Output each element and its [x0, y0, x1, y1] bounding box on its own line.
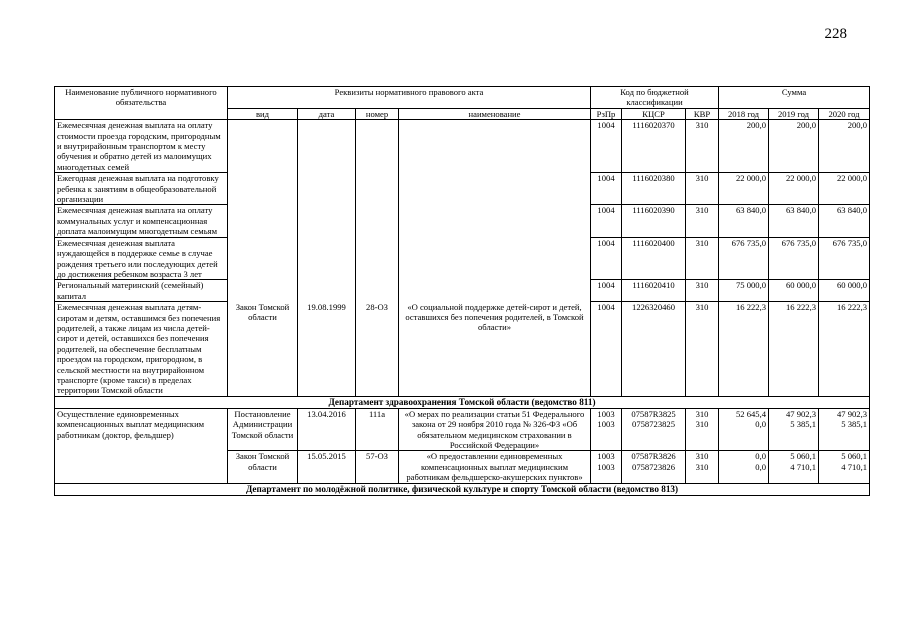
act-title: «О мерах по реализации статьи 51 Федерального закона от 29 ноября 2010 года № 326-ФЗ «Об обязательном медицинском страховании в Российской Федерации»	[399, 408, 591, 451]
line-2020: 4 710,1	[841, 461, 868, 472]
table-row	[55, 302, 870, 397]
row-kvr: 310	[686, 302, 719, 397]
row-name: Ежемесячная денежная выплата на оплату стоимости проезда городским, пригородным и внутрирайонным транспортом к месту обучения и обратно детей из малоимущих многодетных семей	[55, 120, 228, 173]
line-2018: 0,0	[755, 461, 767, 472]
row-2020: 63 840,0	[819, 205, 870, 237]
line-2019: 47 902,3	[785, 408, 817, 419]
act-number: 57-ОЗ	[356, 451, 399, 483]
header-name: Наименование публичного нормативного обязательства	[55, 87, 228, 120]
row-kvr: 310	[686, 237, 719, 280]
subheader-2018: 2018 год	[719, 108, 769, 119]
line-kcsr: 07587R3826	[631, 451, 676, 462]
row-rzpr: 1004	[591, 205, 622, 237]
row-rzpr	[591, 451, 622, 483]
row-kcsr	[622, 408, 686, 451]
row-kvr: 310	[686, 280, 719, 302]
header-row	[55, 87, 870, 109]
row-2018: 676 735,0	[719, 237, 769, 280]
row-kvr	[686, 408, 719, 451]
row-2019: 22 000,0	[769, 173, 819, 205]
row-2019: 60 000,0	[769, 280, 819, 302]
page-number: 228	[824, 26, 847, 42]
act-vid: Закон Томской области	[228, 302, 298, 397]
row-rzpr: 1004	[591, 280, 622, 302]
line-2020: 47 902,3	[836, 408, 868, 419]
row-2019: 63 840,0	[769, 205, 819, 237]
line-2020: 5 060,1	[841, 451, 868, 462]
row-rzpr: 1004	[591, 120, 622, 173]
department-heading: Департамент здравоохранения Томской области (ведомство 811)	[55, 396, 870, 408]
row-2019: 200,0	[769, 120, 819, 173]
row-2020	[819, 408, 870, 451]
line-kvr: 310	[695, 408, 709, 419]
row-2018: 75 000,0	[719, 280, 769, 302]
row-2020: 60 000,0	[819, 280, 870, 302]
row-2020: 22 000,0	[819, 173, 870, 205]
act-vid: Закон Томской области	[228, 451, 298, 483]
act-title: «О предоставлении единовременных компенсационных выплат медицинским работникам фельдшерско-акушерских пунктов»	[399, 451, 591, 483]
subheader-date: дата	[298, 108, 356, 119]
row-kcsr: 1116020370	[622, 120, 686, 173]
line-kcsr: 0758723825	[632, 419, 675, 430]
row-kcsr: 1116020380	[622, 173, 686, 205]
row-rzpr	[591, 408, 622, 451]
row-rzpr: 1004	[591, 173, 622, 205]
row-2018	[719, 451, 769, 483]
subheader-2019: 2019 год	[769, 108, 819, 119]
line-kvr: 310	[695, 451, 709, 462]
line-kvr: 310	[695, 461, 709, 472]
department-heading: Департамент по молодёжной политике, физической культуре и спорту Томской области (ведомство 813)	[55, 483, 870, 495]
act-vid: Постановление Администрации Томской области	[228, 408, 298, 451]
line-2019: 5 385,1	[790, 419, 817, 430]
table-row	[55, 408, 870, 451]
line-kcsr: 0758723826	[632, 461, 675, 472]
header-code: Код по бюджетной классификации	[591, 87, 719, 109]
act-date: 19.08.1999	[298, 302, 356, 397]
department-row	[55, 483, 870, 495]
subheader-kcsr: КЦСР	[622, 108, 686, 119]
row-kvr	[686, 451, 719, 483]
row-name: Ежегодная денежная выплата на подготовку ребенка к занятиям в общеобразовательной организации	[55, 173, 228, 205]
subheader-rzpr: РзПр	[591, 108, 622, 119]
row-kcsr: 1226320460	[622, 302, 686, 397]
row-2018: 200,0	[719, 120, 769, 173]
line-2019: 5 060,1	[790, 451, 817, 462]
row-kvr: 310	[686, 173, 719, 205]
act-number: 111а	[356, 408, 399, 451]
line-kvr: 310	[695, 419, 709, 430]
act-date-empty	[298, 120, 356, 302]
subheader-title: наименование	[399, 108, 591, 119]
department-row	[55, 396, 870, 408]
line-2018: 0,0	[755, 451, 767, 462]
subheader-kvr: КВР	[686, 108, 719, 119]
row-name: Ежемесячная денежная выплата детям-сиротам и детям, оставшимся без попечения родителей, а также лицам из числа детей-сирот и детей, оставшихся без попечения родителей, на обеспечение бесплатным проездом на городском, пригородном, в сельской местности на внутрирайонном транспорте (кроме такси) в пределах территории Томской области	[55, 302, 228, 397]
act-number-empty	[356, 120, 399, 302]
row-name: Ежемесячная денежная выплата нуждающейся в поддержке семье в случае рождения третьего или последующих детей до достижения ребенком возраста 3 лет	[55, 237, 228, 280]
row-kcsr	[622, 451, 686, 483]
row-2018: 22 000,0	[719, 173, 769, 205]
header-sum: Сумма	[719, 87, 870, 109]
row-2020	[819, 451, 870, 483]
act-title-empty	[399, 120, 591, 302]
line-kcsr: 07587R3825	[631, 408, 676, 419]
row-2020: 200,0	[819, 120, 870, 173]
line-rzpr: 1003	[597, 461, 615, 472]
row-kvr: 310	[686, 120, 719, 173]
act-number: 28-ОЗ	[356, 302, 399, 397]
subheader-number: номер	[356, 108, 399, 119]
row-2018: 16 222,3	[719, 302, 769, 397]
row-2020: 676 735,0	[819, 237, 870, 280]
line-2018: 0,0	[755, 419, 767, 430]
act-date: 13.04.2016	[298, 408, 356, 451]
obligations-table	[54, 86, 870, 496]
act-date: 15.05.2015	[298, 451, 356, 483]
row-rzpr: 1004	[591, 302, 622, 397]
row-2020: 16 222,3	[819, 302, 870, 397]
header-requisites: Реквизиты нормативного правового акта	[228, 87, 591, 109]
line-rzpr: 1003	[597, 451, 615, 462]
row-kcsr: 1116020400	[622, 237, 686, 280]
line-rzpr: 1003	[597, 419, 615, 430]
row-name: Региональный материнский (семейный) капитал	[55, 280, 228, 302]
act-vid-empty	[228, 120, 298, 302]
subheader-vid: вид	[228, 108, 298, 119]
row-name: Ежемесячная денежная выплата на оплату коммунальных услуг и компенсационная доплата малоимущим многодетным семьям	[55, 205, 228, 237]
line-2020: 5 385,1	[841, 419, 868, 430]
row-kvr: 310	[686, 205, 719, 237]
row-2019	[769, 408, 819, 451]
row-kcsr: 1116020390	[622, 205, 686, 237]
act-title: «О социальной поддержке детей-сирот и детей, оставшихся без попечения родителей, в Томской области»	[399, 302, 591, 397]
row-2019	[769, 451, 819, 483]
row-rzpr: 1004	[591, 237, 622, 280]
row-2018	[719, 408, 769, 451]
row-2019: 16 222,3	[769, 302, 819, 397]
line-2019: 4 710,1	[790, 461, 817, 472]
row-2018: 63 840,0	[719, 205, 769, 237]
line-2018: 52 645,4	[735, 408, 767, 419]
table-row	[55, 120, 870, 173]
row-name: Осуществление единовременных компенсационных выплат медицинским работникам (доктор, фельдшер)	[55, 408, 228, 483]
line-rzpr: 1003	[597, 408, 615, 419]
row-2019: 676 735,0	[769, 237, 819, 280]
subheader-2020: 2020 год	[819, 108, 870, 119]
row-kcsr: 1116020410	[622, 280, 686, 302]
